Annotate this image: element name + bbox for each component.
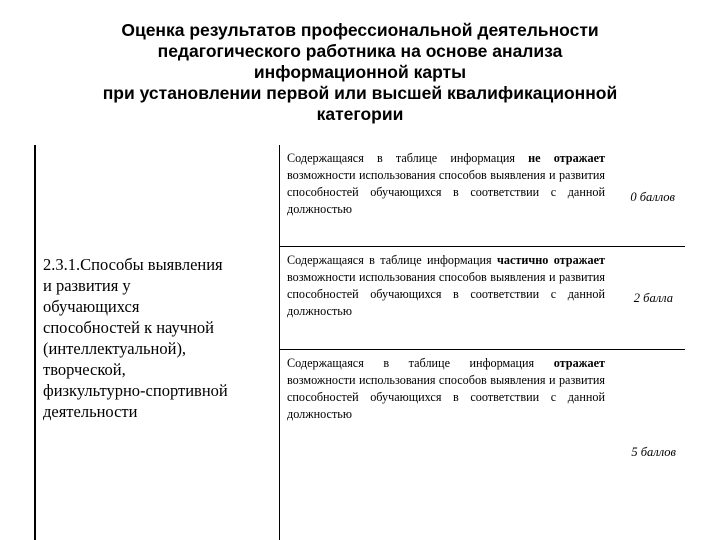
left-border <box>34 145 36 540</box>
title-line: категории <box>316 104 404 124</box>
description-text: возможности использования способов выявления и развития способностей обучающихся в соответствии с данной должностью <box>287 270 605 318</box>
description-text: возможности использования способов выявления и развития способностей обучающихся в соответствии с данной должностью <box>287 168 605 216</box>
criterion-line: деятельности <box>43 402 138 421</box>
score-value: 2 балла <box>633 291 673 305</box>
description-text: Содержащаяся в таблице информация <box>287 253 497 267</box>
column-divider <box>279 145 280 540</box>
description-emphasis: частично отражает <box>496 253 605 267</box>
row-divider <box>280 246 685 247</box>
title-line: педагогического работника на основе анализа <box>157 41 563 61</box>
description-emphasis: отражает <box>553 356 605 370</box>
score-value: 0 баллов <box>630 190 675 204</box>
title-line: при установлении первой или высшей квалификационной <box>102 83 618 103</box>
criterion-line: и развития у <box>43 276 131 295</box>
description-text: возможности использования способов выявления и развития способностей обучающихся в соответствии с данной должностью <box>287 373 605 421</box>
row-divider <box>280 349 685 350</box>
criterion-line: способностей к научной <box>43 318 215 337</box>
criterion-line: обучающихся <box>43 297 140 316</box>
title-line: Оценка результатов профессиональной деятельности <box>121 20 599 40</box>
description-text: Содержащаяся в таблице информация <box>287 356 554 370</box>
description-emphasis: не отражает <box>528 151 605 165</box>
level-description <box>287 355 605 423</box>
criterion-line: 2.3.1.Способы выявления <box>43 255 223 274</box>
level-description <box>287 252 605 320</box>
page-title <box>30 20 690 125</box>
criterion-line: физкультурно-спортивной <box>43 381 228 400</box>
criterion-cell <box>43 254 275 422</box>
description-text: Содержащаяся в таблице информация <box>287 151 529 165</box>
title-line: информационной карты <box>253 62 467 82</box>
level-description <box>287 150 605 218</box>
score-value: 5 баллов <box>631 445 676 459</box>
criterion-line: творческой, <box>43 360 126 379</box>
criterion-line: (интеллектуальной), <box>43 339 187 358</box>
